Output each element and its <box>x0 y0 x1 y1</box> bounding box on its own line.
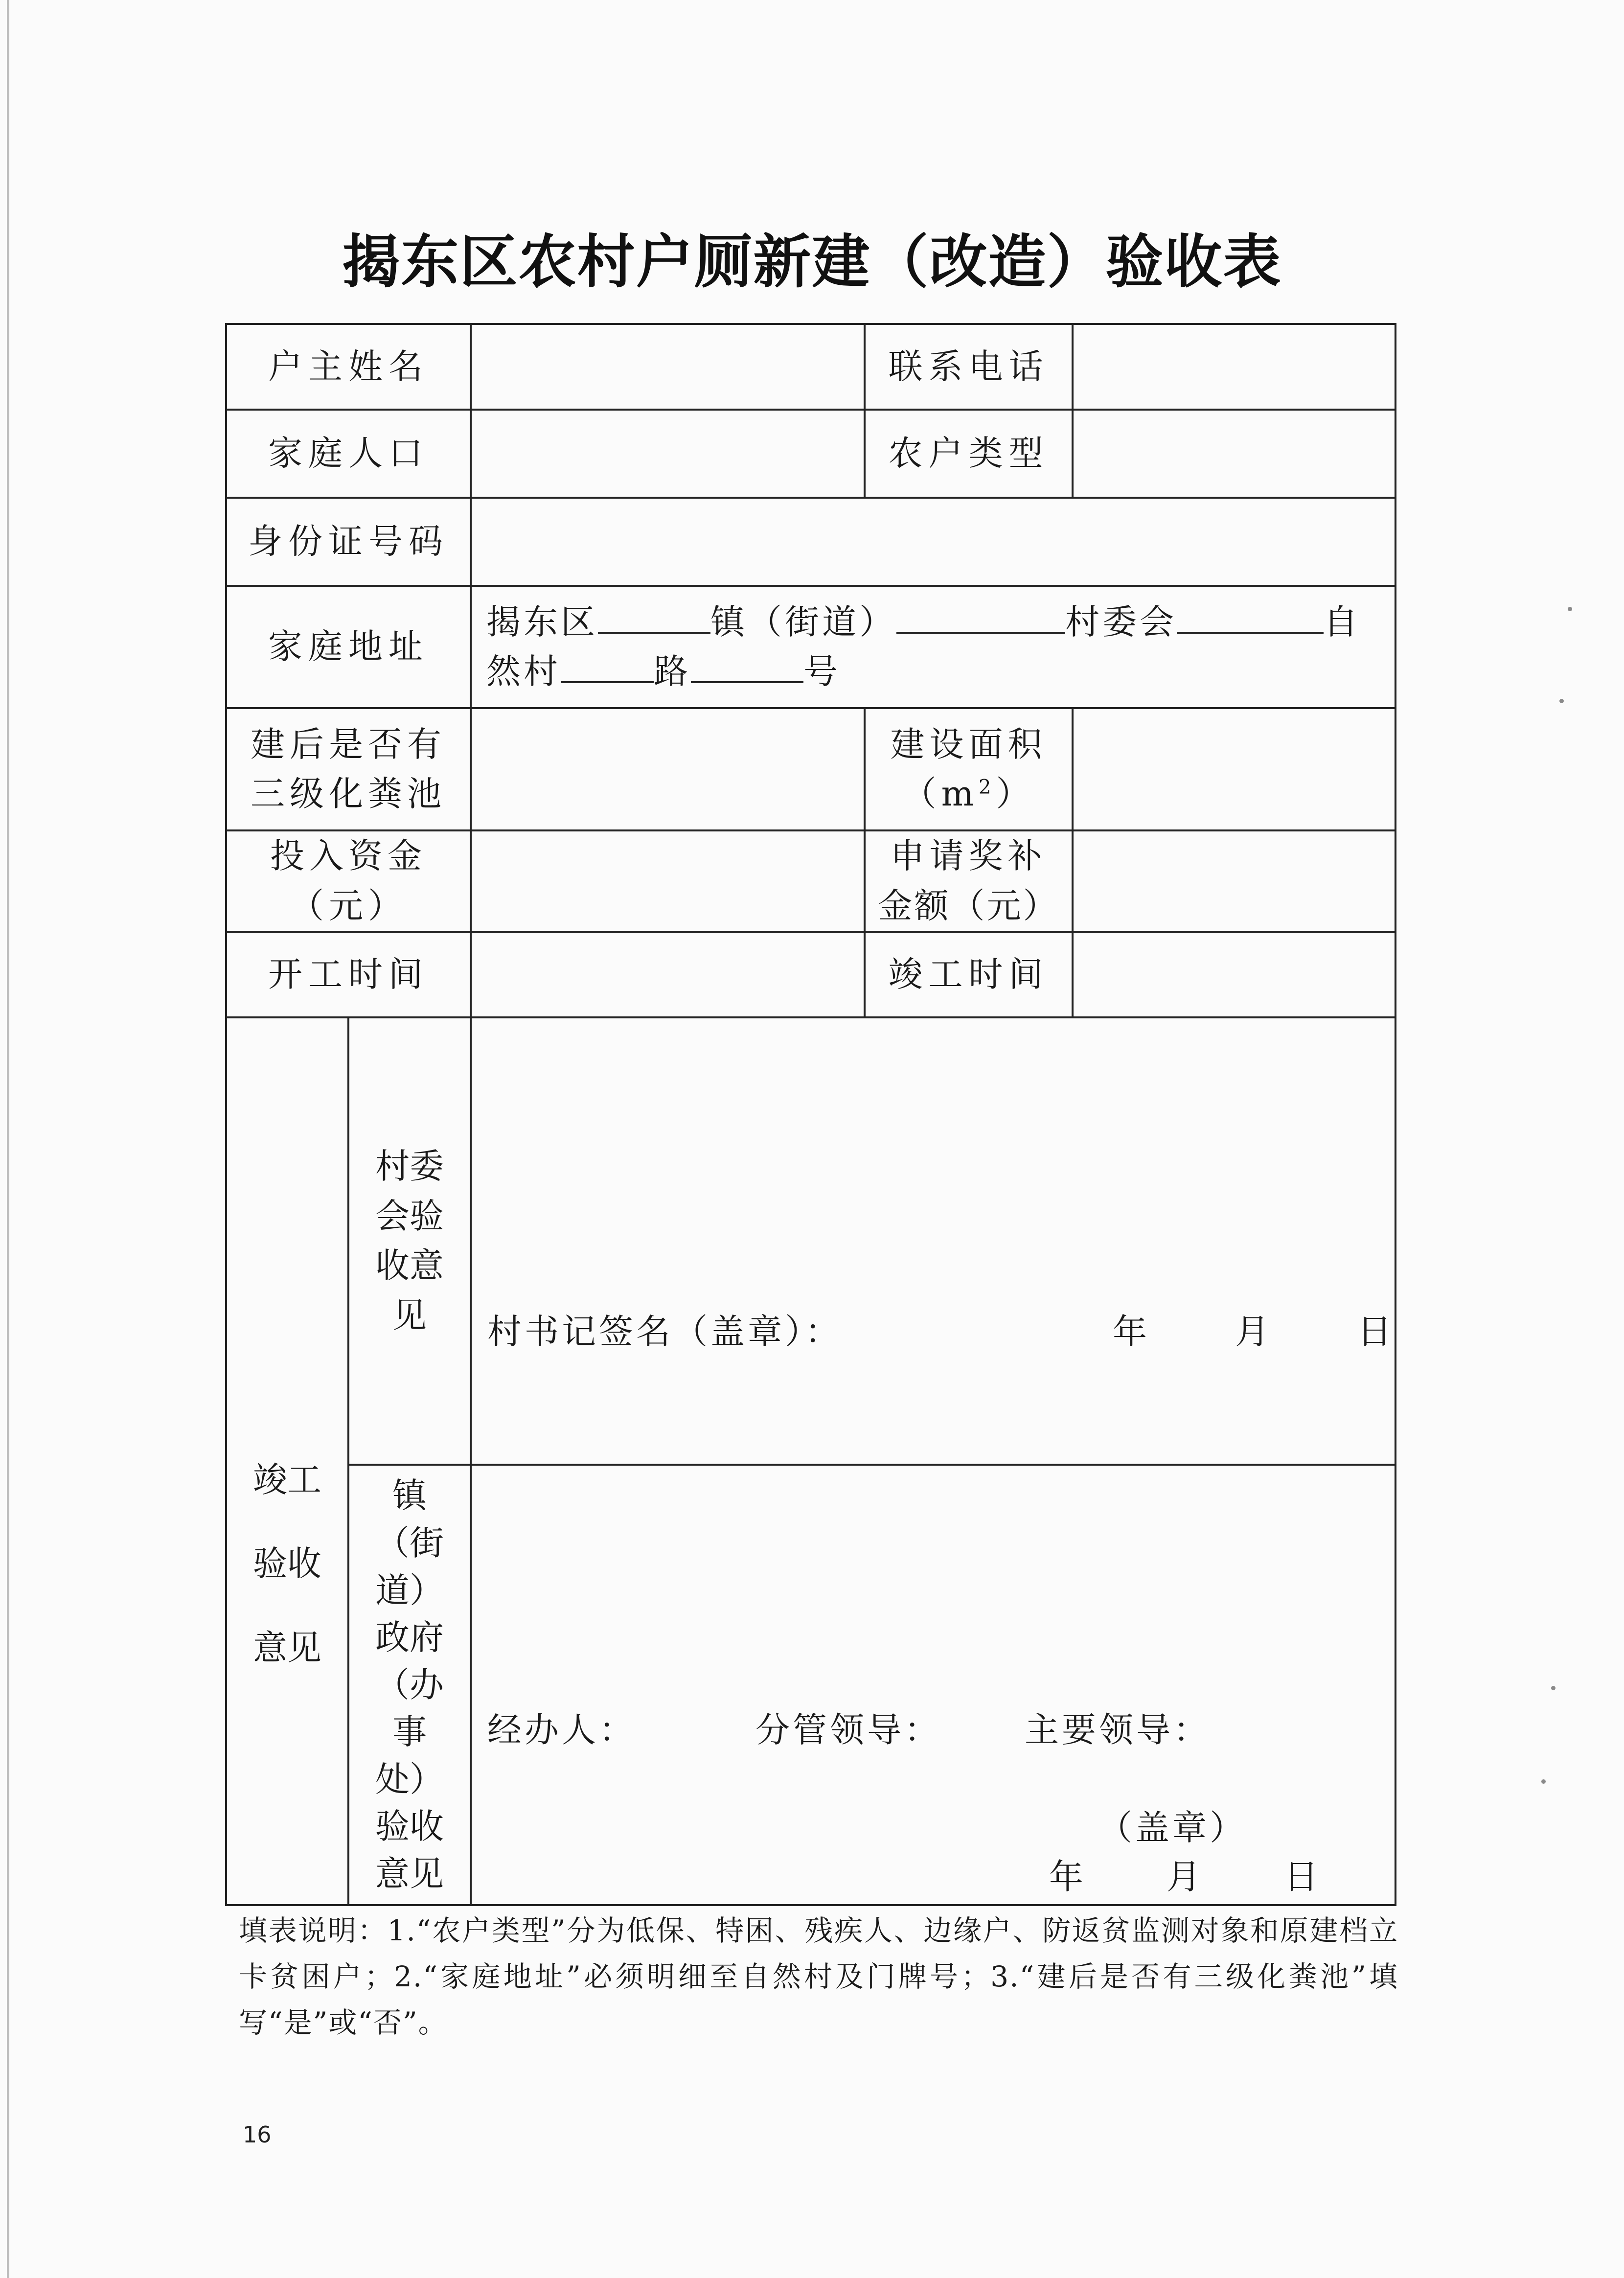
town-date-month: 月 <box>1167 1857 1204 1897</box>
town-label-line: 意见 <box>375 1854 444 1894</box>
area-unit-open: （m <box>902 774 979 814</box>
area-unit-close: ） <box>996 774 1035 814</box>
village-label-line: 村委 <box>375 1146 444 1186</box>
construction-area-unit <box>902 774 1035 814</box>
householder-name-label: 户主姓名 <box>226 324 471 410</box>
form-instructions: 填表说明：1.“农户类型”分为低保、特困、残疾人、边缘户、防返贫监测对象和原建档立卡贫困户；2.“家庭地址”必须明细至自然村及门牌号；3.“建后是否有三级化粪池”填写“是”或“否”。 <box>239 1914 1398 2039</box>
village-acceptance-field[interactable] <box>471 1017 1395 1465</box>
acceptance-form-table <box>225 323 1396 1906</box>
address-field[interactable] <box>471 586 1395 708</box>
deputy-leader-label: 分管领导： <box>755 1710 941 1750</box>
end-time-label: 竣工时间 <box>865 932 1073 1017</box>
subsidy-label <box>865 830 1073 932</box>
scan-speck <box>1559 699 1564 703</box>
address-label: 家庭地址 <box>226 586 471 708</box>
septic-tank-label-line-2: 三级化粪池 <box>251 774 446 814</box>
scan-edge <box>7 0 9 2278</box>
natural-village-blank[interactable] <box>1177 602 1324 634</box>
family-size-label: 家庭人口 <box>226 410 471 498</box>
village-date-year: 年 <box>1113 1312 1150 1352</box>
septic-tank-field[interactable] <box>471 708 865 830</box>
investment-label-line-2: （元） <box>290 885 407 926</box>
septic-tank-label <box>226 708 471 830</box>
septic-tank-label-line-1: 建后是否有 <box>251 724 446 764</box>
scan-speck <box>1551 1686 1555 1690</box>
scan-speck <box>1568 607 1572 611</box>
town-label-line: 验收 <box>375 1806 444 1847</box>
town-label-line: （办 <box>375 1664 444 1705</box>
address-natural-village-end: 然村 <box>486 651 561 691</box>
address-line-1 <box>486 598 1380 647</box>
table-row <box>226 932 1395 1017</box>
town-blank[interactable] <box>598 602 710 634</box>
town-acceptance-field[interactable] <box>471 1465 1395 1905</box>
village-label-line: 收意 <box>375 1245 444 1286</box>
village-signature-label: 村书记签名（盖章）： <box>487 1312 842 1352</box>
investment-field[interactable] <box>471 830 865 932</box>
town-label-line: 政府 <box>375 1617 444 1658</box>
address-town: 镇（街道） <box>710 601 896 642</box>
construction-area-field[interactable] <box>1073 708 1395 830</box>
address-number: 号 <box>803 651 841 691</box>
village-date-month: 月 <box>1235 1312 1272 1352</box>
subsidy-label-line-2: 金额（元） <box>878 885 1059 926</box>
investment-label <box>226 830 471 932</box>
table-row <box>226 1465 1395 1905</box>
town-date-day: 日 <box>1284 1857 1321 1897</box>
householder-name-field[interactable] <box>471 324 865 410</box>
start-time-label: 开工时间 <box>226 932 471 1017</box>
subsidy-label-line-1: 申请奖补 <box>890 836 1047 876</box>
address-village-committee: 村委会 <box>1065 601 1177 642</box>
town-label-line: （街 <box>375 1522 444 1563</box>
scan-speck <box>1541 1779 1546 1784</box>
town-acceptance-label <box>348 1465 471 1905</box>
page-number: 16 <box>243 2121 272 2148</box>
id-number-label: 身份证号码 <box>226 498 471 586</box>
town-label-line: 事 <box>392 1712 427 1752</box>
town-label-line: 道） <box>375 1570 444 1611</box>
town-label-line: 镇 <box>392 1475 427 1516</box>
table-row <box>226 830 1395 932</box>
road-blank[interactable] <box>561 652 654 683</box>
acceptance-group-line: 竣工 <box>253 1459 321 1500</box>
area-unit-superscript: 2 <box>978 776 996 799</box>
village-label-line: 会验 <box>375 1196 444 1236</box>
end-time-field[interactable] <box>1073 932 1395 1017</box>
address-line-2 <box>486 647 1380 697</box>
village-label-line: 见 <box>392 1295 427 1335</box>
page-title: 揭东区农村户厕新建（改造）验收表 <box>342 228 1282 296</box>
village-committee-blank[interactable] <box>896 602 1065 634</box>
acceptance-group-line: 意见 <box>253 1627 321 1668</box>
town-label-line: 处） <box>375 1759 444 1799</box>
family-size-field[interactable] <box>471 410 865 498</box>
table-row <box>226 498 1395 586</box>
address-road: 路 <box>654 651 691 691</box>
town-date-year: 年 <box>1049 1857 1086 1897</box>
main-leader-label: 主要领导： <box>1025 1710 1211 1750</box>
table-row <box>226 324 1395 410</box>
village-acceptance-label <box>348 1017 471 1465</box>
subsidy-field[interactable] <box>1073 830 1395 932</box>
address-natural-village-start: 自 <box>1324 601 1361 642</box>
phone-field[interactable] <box>1073 324 1395 410</box>
household-type-field[interactable] <box>1073 410 1395 498</box>
number-blank[interactable] <box>691 652 803 683</box>
table-row <box>226 1017 1395 1465</box>
start-time-field[interactable] <box>471 932 865 1017</box>
construction-area-label-line-1: 建设面积 <box>890 724 1047 764</box>
investment-label-line-1: 投入资金 <box>270 836 427 876</box>
id-number-field[interactable] <box>471 498 1395 586</box>
handler-label: 经办人： <box>487 1710 636 1750</box>
household-type-label: 农户类型 <box>865 410 1073 498</box>
acceptance-opinion-group-label <box>226 1017 348 1905</box>
acceptance-group-line: 验收 <box>253 1543 321 1584</box>
construction-area-label <box>865 708 1073 830</box>
address-district: 揭东区 <box>486 601 598 642</box>
table-row <box>226 410 1395 498</box>
phone-label: 联系电话 <box>865 324 1073 410</box>
table-row <box>226 708 1395 830</box>
seal-label: （盖章） <box>1098 1808 1247 1848</box>
village-date-day: 日 <box>1357 1312 1395 1352</box>
table-row <box>226 586 1395 708</box>
